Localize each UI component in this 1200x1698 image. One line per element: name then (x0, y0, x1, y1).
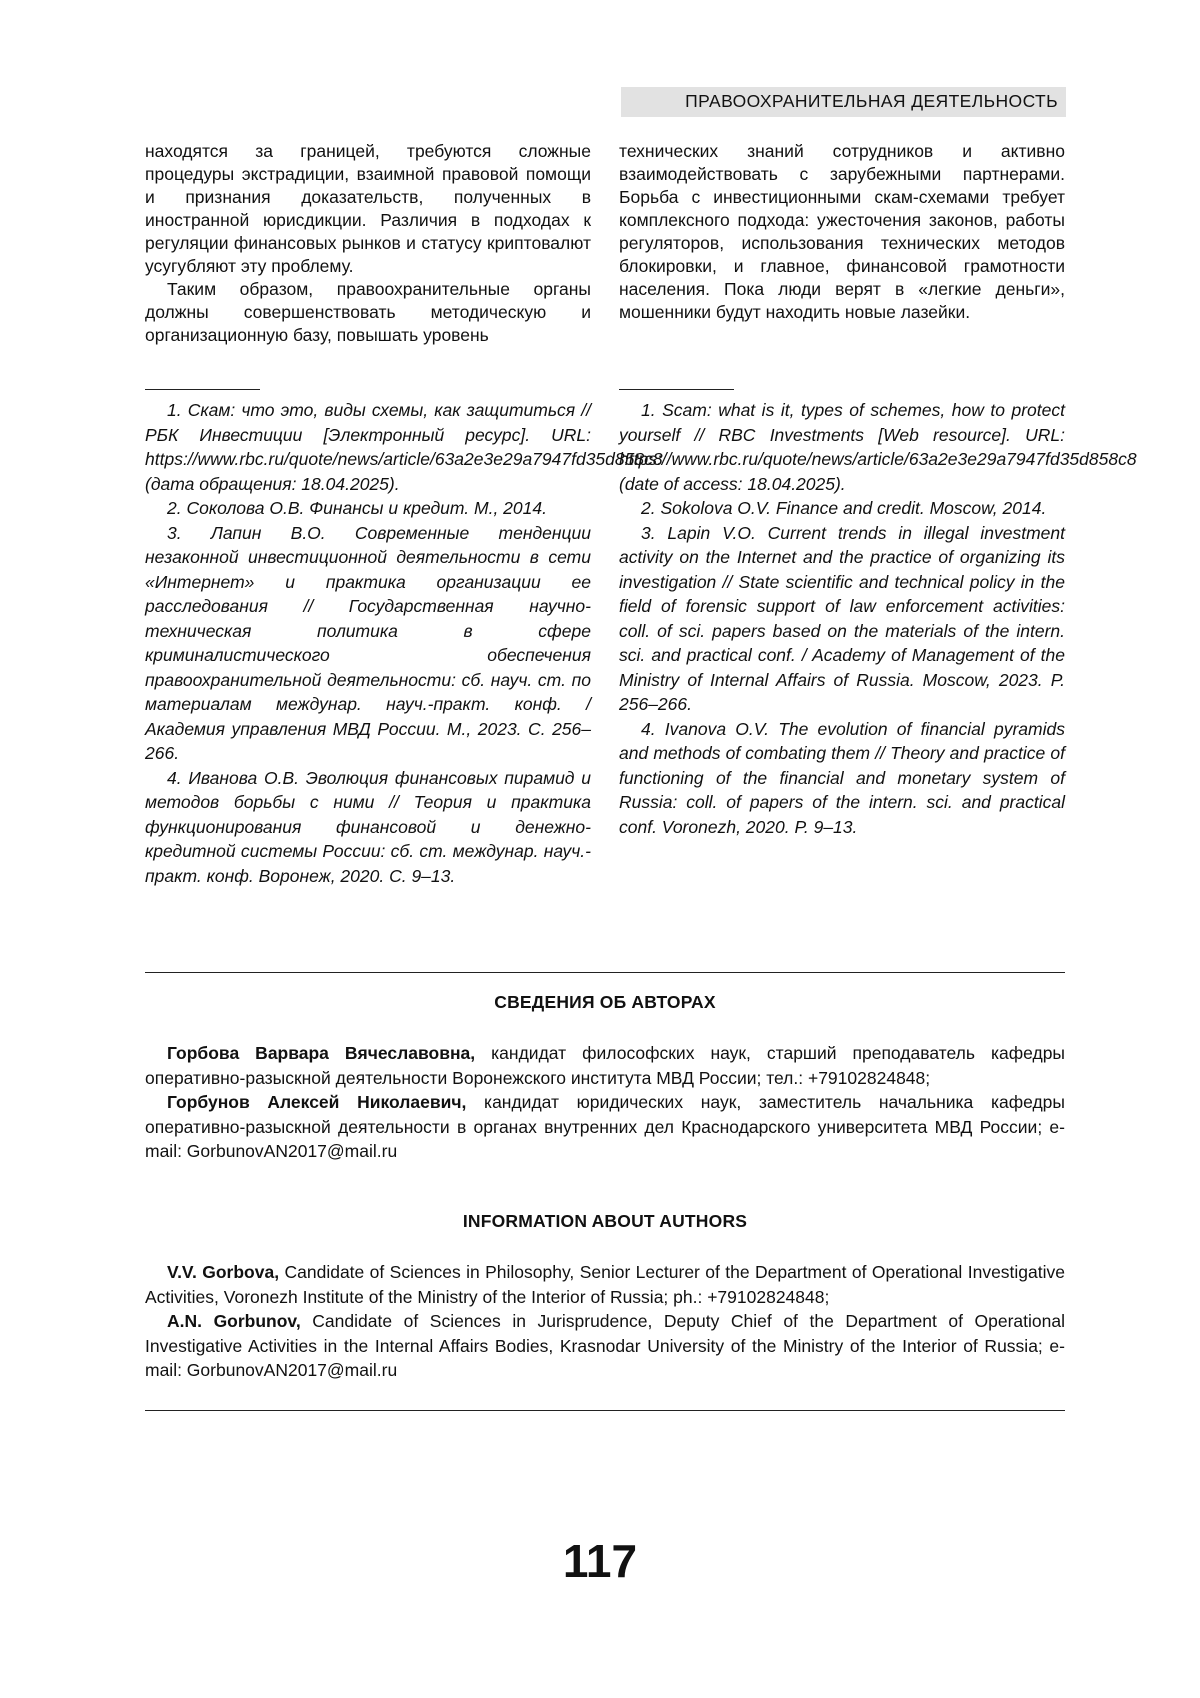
running-header (621, 87, 1066, 117)
section-divider-top (145, 972, 1065, 973)
author-entry (145, 1041, 1065, 1090)
authors-ru-list (145, 1041, 1065, 1164)
reference-item: 1. Скам: что это, виды схемы, как защититься // РБК Инвестиции [Электронный ресурс]. URL: https://www.rbc.ru/quote/news/article/63a2e3e29a7947fd35d858c8 (дата обращения: 18.04.2025). (145, 400, 663, 494)
body-paragraph: Таким образом, правоохранительные органы должны совершенствовать методическую и организационную базу, повышать уровень (145, 279, 591, 345)
reference-item: 4. Ivanova O.V. The evolution of financial pyramids and methods of combating them // Theory and practice of functioning of the financial and monetary system of Russia: coll. of papers of the intern. sci. and practical conf. Voronezh, 2020. P. 9–13. (619, 718, 1065, 837)
reference-item: 4. Иванова О.В. Эволюция финансовых пирамид и методов борьбы с ними // Теория и практика функционирования финансовой и денежно-кредитной системы России: сб. ст. междунар. науч.-практ. конф. Воронеж, 2020. С. 9–13. (145, 767, 591, 886)
author-details: кандидат философских наук, старший преподаватель кафедры оперативно-разыскной деятельности Воронежского института МВД России; тел.: +79102824848; (145, 1043, 1066, 1088)
reference-item: 2. Sokolova O.V. Finance and credit. Moscow, 2014. (641, 498, 1047, 518)
footnote-separator-left (145, 389, 260, 390)
body-column-right (619, 140, 1065, 324)
author-entry (145, 1260, 1065, 1309)
body-column-left (145, 140, 591, 347)
reference-item: 3. Лапин В.О. Современные тенденции незаконной инвестиционной деятельности в сети «Интернет» и практика организации ее расследования // Государственная научно-техническая политика в сфере криминалистического обеспечения правоохранительной деятельности: сб. науч. ст. по материалам междунар. науч.-практ. конф. / Академия управления МВД России. М., 2023. С. 256–266. (145, 522, 591, 763)
running-header-title: ПРАВООХРАНИТЕЛЬНАЯ ДЕЯТЕЛЬНОСТЬ (685, 91, 1058, 111)
author-entry (145, 1090, 1065, 1164)
author-name: A.N. Gorbunov, (167, 1311, 301, 1331)
reference-item: 2. Соколова О.В. Финансы и кредит. М., 2014. (167, 498, 547, 518)
author-name: V.V. Gorbova, (167, 1262, 280, 1282)
body-paragraph: находятся за границей, требуются сложные процедуры экстрадиции, взаимной правовой помощи и признания доказательств, полученных в иностранной юрисдикции. Различия в подходах к регуляции финансовых рынков и статусу криптовалют усугубляют эту проблему. (145, 141, 591, 276)
author-details: кандидат юридических наук, заместитель начальника кафедры оперативно-разыскной деятельности в органах внутренних дел Краснодарского университета МВД России; e-mail: GorbunovAN2017@mail.ru (145, 1092, 1065, 1161)
author-details: Candidate of Sciences in Jurisprudence, Deputy Chief of the Department of Operational Investigative Activities in the Internal Affairs Bodies, Krasnodar University of the Ministry of the Interior of Russia; e-mail: GorbunovAN2017@mail.ru (145, 1311, 1066, 1380)
section-divider-bottom (145, 1410, 1065, 1411)
footnote-separator-right (619, 389, 734, 390)
reference-item: 3. Lapin V.O. Current trends in illegal investment activity on the Internet and the practice of organizing its investigation // State scientific and technical policy in the field of forensic support of law enforcement activities: coll. of sci. papers based on the materials of the intern. sci. and practical conf. / Academy of Management of the Ministry of Internal Affairs of Russia. Moscow, 2023. P. 256–266. (619, 522, 1065, 714)
reference-item: 1. Scam: what is it, types of schemes, how to protect yourself // RBC Investments [Web resource]. URL: https://www.rbc.ru/quote/news/article/63a2e3e29a7947fd35d858c8 (date of access: 18.04.2025). (619, 400, 1137, 494)
author-details: Candidate of Sciences in Philosophy, Senior Lecturer of the Department of Operational Investigative Activities, Voronezh Institute of the Ministry of the Interior of Russia; ph.: +79102824848; (145, 1262, 1066, 1307)
authors-en-list (145, 1260, 1065, 1383)
references-english (619, 398, 1137, 839)
author-name: Горбунов Алексей Николаевич, (167, 1092, 467, 1112)
body-paragraph: технических знаний сотрудников и активно взаимодействовать с зарубежными партнерами. Борьба с инвестиционными скам-схемами требует комплексного подхода: ужесточения законов, работы регуляторов, использования технических методов блокировки, и главное, финансовой грамотности населения. Пока люди верят в «легкие деньги», мошенники будут находить новые лазейки. (619, 141, 1065, 322)
author-name: Горбова Варвара Вячеславовна, (167, 1043, 476, 1063)
authors-ru-title: СВЕДЕНИЯ ОБ АВТОРАХ (494, 992, 716, 1012)
references-russian (145, 398, 663, 888)
authors-en-title: INFORMATION ABOUT AUTHORS (462, 1211, 748, 1231)
page-number: 117 (562, 1535, 638, 1587)
author-entry (145, 1309, 1065, 1383)
